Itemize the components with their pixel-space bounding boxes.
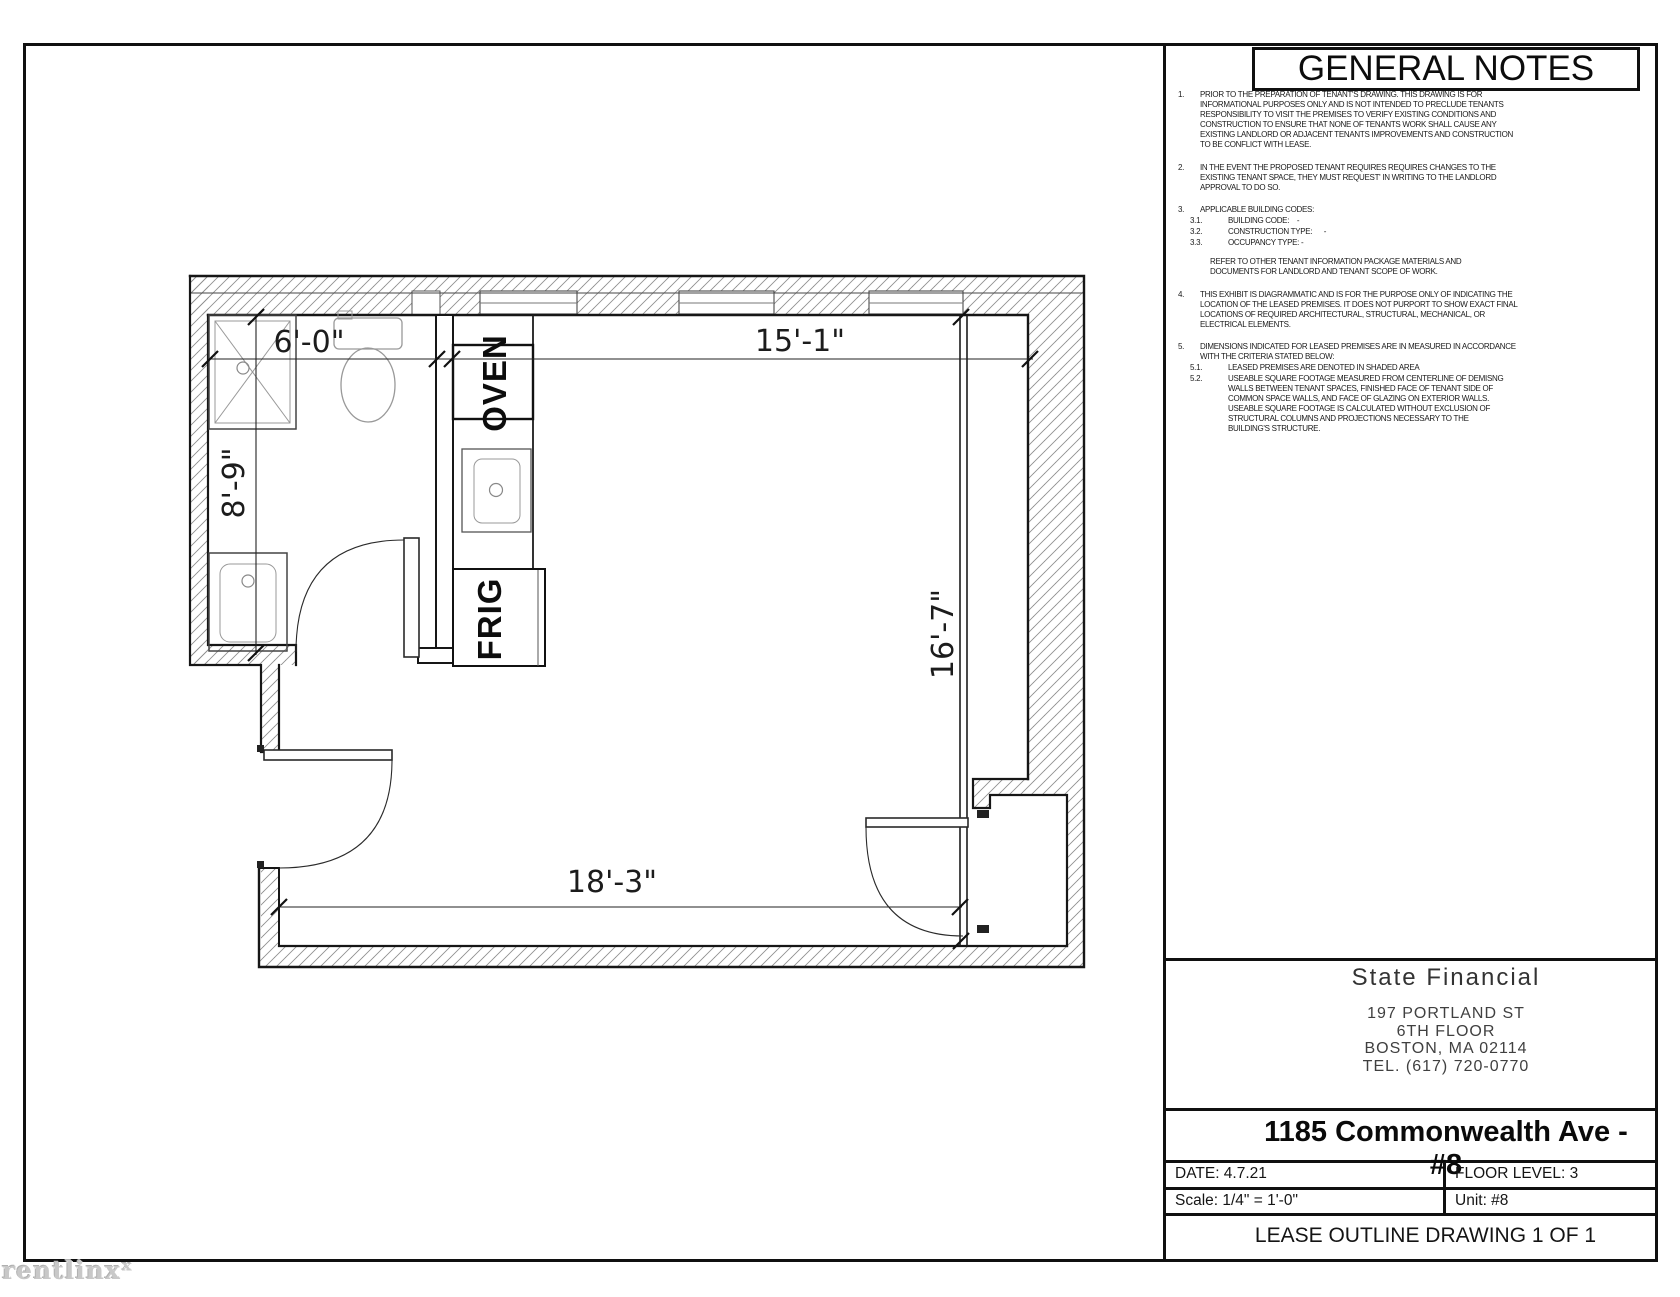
note-subtext: CONSTRUCTION TYPE: - xyxy=(1228,227,1327,236)
note-subtext: USEABLE SQUARE FOOTAGE MEASURED FROM CENTERLINE OF DEMISNG WALLS BETWEEN TENANT SPACES, FINISHED FACE OF TENANT SIDE OF COMMON SPACE WALLS, AND FACE OF GLAZING ON EXTERIOR WALLS. USEABLE SQUARE FOOTAGE IS CALCULATED WITHOUT EXCLUSION OF STRUCTURAL COLUMNS AND PROJECTIONS NECESSARY TO THE BUILDING'S STRUCTURE. xyxy=(1228,374,1504,433)
note-subtext: LEASED PREMISES ARE DENOTED IN SHADED AREA xyxy=(1228,363,1420,372)
firm-address-line: BOSTON, MA 02114 xyxy=(1364,1040,1528,1057)
note-subnumber: 3.1. xyxy=(1190,216,1203,225)
note-text: IN THE EVENT THE PROPOSED TENANT REQUIRES REQUIRES CHANGES TO THE EXISTING TENANT SPACE, THEY MUST REQUEST' IN WRITING TO THE LANDLORD APPROVAL TO DO SO. xyxy=(1200,163,1497,192)
rentlinx-watermark: rentlinxˣ xyxy=(2,1256,134,1285)
note-item xyxy=(1178,205,1520,215)
general-notes-title: GENERAL NOTES xyxy=(1297,49,1595,88)
note-subnumber: 3.3. xyxy=(1190,238,1203,247)
firm-address-line: 6TH FLOOR xyxy=(1396,1022,1496,1040)
dim-room-bottom: 18'-3" xyxy=(566,865,658,900)
firm-phone: TEL. (617) 720-0770 xyxy=(1362,1057,1530,1075)
general-notes-title-box xyxy=(1252,47,1640,91)
scale-cell: Scale: 1/4" = 1'-0" xyxy=(1175,1192,1298,1209)
note-text: APPLICABLE BUILDING CODES: xyxy=(1200,205,1315,214)
note-subitem xyxy=(1190,216,1520,226)
unit-cell: Unit: #8 xyxy=(1455,1192,1509,1209)
note-subtext: OCCUPANCY TYPE: - xyxy=(1228,238,1304,247)
frig-label: FRIG xyxy=(471,577,508,661)
note-item xyxy=(1178,342,1520,362)
note-subitem xyxy=(1190,227,1520,237)
note-subtext: BUILDING CODE: - xyxy=(1228,216,1300,225)
divider-line xyxy=(1166,1187,1658,1190)
dim-room-right: 16'-7" xyxy=(926,588,961,680)
note-item xyxy=(1178,90,1520,150)
note-number: 5. xyxy=(1178,342,1185,351)
firm-address-line: 197 PORTLAND ST xyxy=(1367,1005,1525,1022)
note-subitem xyxy=(1190,363,1520,373)
firm-address xyxy=(1252,1005,1640,1075)
date-cell: DATE: 4.7.21 xyxy=(1175,1165,1267,1182)
note-subnumber: 5.2. xyxy=(1190,374,1203,383)
note-text: PRIOR TO THE PREPARATION OF TENANT'S DRAWING. THIS DRAWING IS FOR INFORMATIONAL PURPOSES ONLY AND IS NOT INTENDED TO PRECLUDE TENANTS RESPONSIBILITY TO VISIT THE PREMISES TO VERIFY EXISTING CONDITIONS AND CONSTRUCTION TO ENSURE THAT NONE OF TENANTS WORK SHALL CAUSE ANY EXISTING LANDLORD OR ADJACENT TENANTS IMPROVEMENTS AND CONSTRUCTION TO BE CONFLICT WITH LEASE. xyxy=(1200,90,1513,149)
note-number: 2. xyxy=(1178,163,1185,172)
note-subnumber: 5.1. xyxy=(1190,363,1203,372)
oven-label: OVEN xyxy=(476,334,513,432)
note-item xyxy=(1178,163,1520,193)
panel-divider xyxy=(1163,43,1166,1262)
general-notes-list xyxy=(1178,90,1520,434)
divider-line xyxy=(1166,1108,1658,1111)
note-number: 3. xyxy=(1178,205,1185,214)
note-extra-text: REFER TO OTHER TENANT INFORMATION PACKAGE MATERIALS AND DOCUMENTS FOR LANDLORD AND TENANT SCOPE OF WORK. xyxy=(1210,257,1462,276)
note-subitem xyxy=(1190,374,1520,434)
note-text: DIMENSIONS INDICATED FOR LEASED PREMISES ARE IN MEASURED IN ACCORDANCE WITH THE CRITERIA STATED BELOW: xyxy=(1200,342,1516,361)
note-number: 1. xyxy=(1178,90,1185,99)
floor-level-cell: FLOOR LEVEL: 3 xyxy=(1455,1165,1579,1182)
dim-bath-height: 8'-9" xyxy=(217,447,252,519)
sheet-title: LEASE OUTLINE DRAWING 1 OF 1 xyxy=(1254,1224,1597,1247)
firm-block xyxy=(1252,964,1640,1075)
note-subitem xyxy=(1190,238,1520,248)
note-text: THIS EXHIBIT IS DIAGRAMMATIC AND IS FOR THE PURPOSE ONLY OF INDICATING THE LOCATION OF THE LEASED PREMISES. IT DOES NOT PURPORT TO SHOW EXACT FINAL LOCATIONS OF REQUIRED ARCHITECTURAL, STRUCTURAL, MECHANICAL, OR ELECTRICAL ELEMENTS. xyxy=(1200,290,1518,329)
firm-name: State Financial xyxy=(1351,964,1541,991)
divider-line xyxy=(1166,1213,1658,1216)
note-number: 4. xyxy=(1178,290,1185,299)
project-address: 1185 Commonwealth Ave - #8 xyxy=(1264,1116,1628,1181)
note-subnumber: 3.2. xyxy=(1190,227,1203,236)
note-item xyxy=(1178,290,1520,330)
dim-room-top: 15'-1" xyxy=(754,324,846,359)
dim-bath-width: 6'-0" xyxy=(273,325,345,360)
divider-line xyxy=(1166,958,1658,961)
